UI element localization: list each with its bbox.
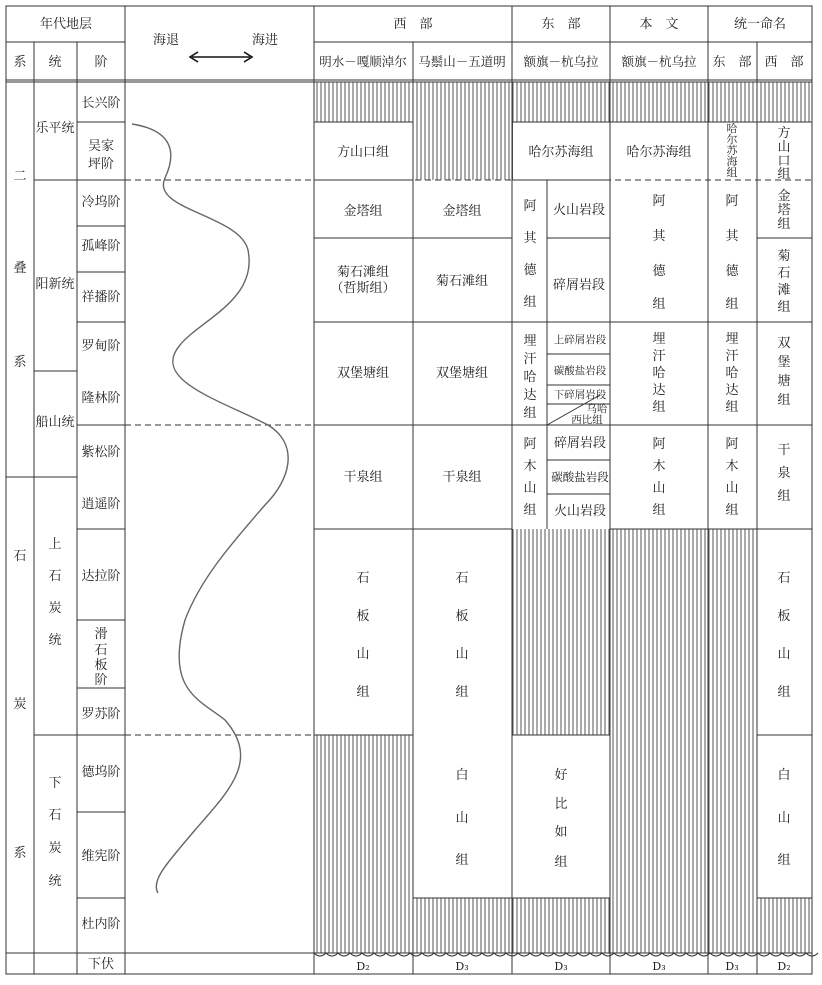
stage-dewu: 德坞阶 bbox=[81, 765, 121, 780]
unit-aqide-3: 德 bbox=[523, 263, 537, 278]
unit-haersuhai-u-5: 组 bbox=[726, 166, 738, 179]
unit-shibanshan-b-4: 组 bbox=[455, 685, 469, 700]
unit-shibanshan-4: 组 bbox=[356, 685, 370, 700]
system-permian-3: 系 bbox=[13, 355, 27, 370]
stage-huashiban-3: 板 bbox=[94, 658, 108, 673]
unit-haersuhai-u-1: 哈 bbox=[726, 122, 738, 135]
col-unified-west bbox=[777, 126, 790, 868]
stage-luodian: 罗甸阶 bbox=[81, 339, 121, 354]
stage-dala: 达拉阶 bbox=[81, 569, 121, 584]
header-col-eqi-paper: 额旗－杭乌拉 bbox=[621, 54, 697, 69]
unit-shibanshan-u-2: 板 bbox=[777, 609, 791, 624]
unit-shibanshan-b-3: 山 bbox=[455, 647, 469, 662]
unit-ganquan-b: 干泉组 bbox=[442, 470, 482, 485]
unit-shuangbaotang-b: 双堡塘组 bbox=[435, 366, 489, 381]
col-mingshui bbox=[330, 145, 395, 700]
stage-huashiban-1: 滑 bbox=[94, 627, 108, 642]
unit-jinta-u-1: 金 bbox=[777, 189, 791, 204]
stage-wuchiaping-1: 吴家 bbox=[87, 139, 115, 154]
unit-maihanhada-p-4: 达 bbox=[652, 383, 666, 398]
series-upper-carb-4: 统 bbox=[48, 633, 62, 648]
unit-fangshankou-u-1: 方 bbox=[777, 126, 791, 141]
unit-amushan-1: 阿 bbox=[523, 437, 537, 452]
series-lower-carb-2: 石 bbox=[48, 808, 62, 823]
stage-underlying: 下伏 bbox=[87, 957, 115, 972]
unit-shibanshan-u-3: 山 bbox=[777, 647, 791, 662]
system-permian-1: 二 bbox=[13, 169, 27, 184]
series-chuanshanian: 船山统 bbox=[35, 415, 75, 430]
stage-huashiban-2: 石 bbox=[94, 643, 108, 658]
col-east bbox=[523, 144, 609, 870]
unit-aqide-4: 组 bbox=[523, 295, 537, 310]
unit-maihanhada-p-2: 汗 bbox=[652, 349, 666, 364]
series-lower-carb-1: 下 bbox=[48, 776, 62, 791]
stage-longlin: 隆林阶 bbox=[81, 391, 121, 406]
unit-baishan-1: 白 bbox=[455, 768, 469, 783]
unit-jinta: 金塔组 bbox=[343, 204, 383, 219]
unit-baishan-u-1: 白 bbox=[777, 768, 791, 783]
stage-xiaoyao: 逍遥阶 bbox=[81, 497, 121, 512]
unit-maihanhada-4: 达 bbox=[523, 388, 537, 403]
header-era-strata: 年代地层 bbox=[39, 17, 93, 32]
header-col-mingshui: 明水－嘎顺淖尔 bbox=[319, 54, 407, 69]
unit-haersuhai-u-4: 海 bbox=[726, 155, 738, 168]
unit-shuangbaotang-u-3: 塘 bbox=[777, 374, 791, 389]
series-column bbox=[35, 120, 74, 889]
unit-aqide-u-2: 其 bbox=[725, 229, 739, 244]
unit-fangshankou-u-2: 山 bbox=[777, 140, 791, 155]
stage-wuchiaping-2: 坪阶 bbox=[87, 157, 115, 172]
arrow-icon bbox=[190, 52, 252, 62]
unit-haersuhai-p: 哈尔苏海组 bbox=[626, 145, 692, 160]
unit-juhuashitan-b: 菊石滩组 bbox=[435, 274, 489, 289]
unit-haersuhai: 哈尔苏海组 bbox=[528, 145, 594, 160]
unit-ganquan-u-3: 组 bbox=[777, 489, 791, 504]
unit-shibanshan-2: 板 bbox=[356, 609, 370, 624]
unit-maihanhada-p-3: 哈 bbox=[652, 366, 666, 381]
unit-baishan-u-2: 山 bbox=[777, 811, 791, 826]
series-upper-carb-1: 上 bbox=[48, 537, 62, 552]
unit-aqide-2: 其 bbox=[523, 231, 537, 246]
system-carb-1: 石 bbox=[13, 549, 27, 564]
series-upper-carb-2: 石 bbox=[48, 569, 62, 584]
unit-amushan-3: 山 bbox=[523, 481, 537, 496]
unit-amushan-2: 木 bbox=[523, 459, 537, 474]
member-carbonate-2: 碳酸盐岩段 bbox=[551, 470, 609, 484]
unit-maihanhada-u-2: 汗 bbox=[725, 349, 739, 364]
unit-zhesi: （哲斯组） bbox=[330, 281, 396, 296]
unit-amushan-p-3: 山 bbox=[652, 481, 666, 496]
unit-juhuashitan-u-4: 组 bbox=[777, 300, 791, 315]
unit-haobiru-1: 好 bbox=[554, 768, 568, 783]
unit-shibanshan-1: 石 bbox=[356, 571, 370, 586]
unit-wuhaxibi-1: 乌哈 bbox=[586, 403, 608, 415]
unit-haobiru-2: 比 bbox=[554, 797, 568, 812]
system-permian-2: 叠 bbox=[13, 261, 27, 276]
unit-baishan-u-3: 组 bbox=[777, 853, 791, 868]
header-col-eqi-east: 额旗－杭乌拉 bbox=[523, 54, 599, 69]
unit-shibanshan-b-1: 石 bbox=[455, 571, 469, 586]
series-lower-carb-4: 统 bbox=[48, 874, 62, 889]
unit-aqide-p-4: 组 bbox=[652, 297, 666, 312]
stage-huashiban-4: 阶 bbox=[94, 673, 108, 688]
unit-aqide-p-1: 阿 bbox=[652, 194, 666, 209]
system-carb-3: 系 bbox=[13, 846, 27, 861]
unit-aqide-u-4: 组 bbox=[725, 297, 739, 312]
system-column bbox=[13, 169, 26, 861]
underlying-unified-east: D₃ bbox=[725, 960, 739, 973]
header-system: 系 bbox=[13, 55, 27, 70]
col-unified-east bbox=[725, 121, 739, 518]
unit-jinta-b: 金塔组 bbox=[442, 204, 482, 219]
header-sea-transgression: 海进 bbox=[251, 33, 279, 48]
unit-amushan-p-4: 组 bbox=[652, 503, 666, 518]
unit-baishan-3: 组 bbox=[455, 853, 469, 868]
header-west: 西 部 bbox=[393, 17, 433, 32]
member-upper-clastic: 上碎屑岩段 bbox=[553, 334, 607, 346]
unit-ganquan: 干泉组 bbox=[343, 470, 383, 485]
unit-haersuhai-u-3: 苏 bbox=[726, 144, 738, 157]
member-lower-clastic: 下碎屑岩段 bbox=[553, 389, 607, 401]
stage-column bbox=[81, 96, 120, 972]
header-unified-east: 东 部 bbox=[712, 55, 752, 70]
header-series: 统 bbox=[48, 55, 62, 70]
underlying-east: D₃ bbox=[554, 960, 568, 973]
header-unified: 统一命名 bbox=[733, 17, 787, 32]
unit-maihanhada-p-1: 埋 bbox=[652, 332, 666, 347]
unit-shibanshan-u-1: 石 bbox=[777, 571, 791, 586]
unit-amushan-u-1: 阿 bbox=[725, 437, 739, 452]
series-lopingian: 乐平统 bbox=[35, 121, 75, 136]
series-lower-carb-3: 炭 bbox=[48, 841, 62, 856]
unit-maihanhada-5: 组 bbox=[523, 406, 537, 421]
sea-level-curve bbox=[132, 124, 288, 893]
unit-shuangbaotang-u-4: 组 bbox=[777, 393, 791, 408]
col-this-paper bbox=[626, 144, 691, 518]
unit-fangshankou-u-4: 组 bbox=[777, 167, 791, 182]
unit-juhuashitan: 菊石滩组 bbox=[336, 265, 390, 280]
unit-maihanhada-u-4: 达 bbox=[725, 383, 739, 398]
unit-maihanhada-1: 埋 bbox=[523, 334, 537, 349]
unit-fangshankou-u-3: 口 bbox=[777, 154, 791, 169]
unit-aqide-u-1: 阿 bbox=[725, 194, 739, 209]
unit-maihanhada-u-1: 埋 bbox=[725, 332, 739, 347]
system-carb-2: 炭 bbox=[13, 697, 27, 712]
header-unified-west: 西 部 bbox=[764, 55, 804, 70]
unit-shuangbaotang-u-1: 双 bbox=[777, 336, 791, 351]
underlying-row bbox=[356, 960, 790, 973]
table-header bbox=[13, 16, 803, 70]
member-clastic: 碎屑岩段 bbox=[552, 278, 606, 293]
header-col-mazongshan: 马鬃山－五道明 bbox=[418, 54, 506, 69]
unit-juhuashitan-u-2: 石 bbox=[777, 266, 791, 281]
unit-aqide-u-3: 德 bbox=[725, 264, 739, 279]
unit-wuhaxibi-2: 西比组 bbox=[571, 414, 603, 426]
underlying-unified-west: D₂ bbox=[777, 960, 791, 973]
member-volcanic: 火山岩段 bbox=[552, 203, 606, 218]
unit-amushan-4: 组 bbox=[523, 503, 537, 518]
unit-amushan-u-2: 木 bbox=[725, 459, 739, 474]
unit-aqide-1: 阿 bbox=[523, 199, 537, 214]
header-east: 东 部 bbox=[541, 17, 581, 32]
unit-haersuhai-u-2: 尔 bbox=[726, 133, 738, 146]
stage-changhsing: 长兴阶 bbox=[81, 96, 121, 111]
member-carbonate: 碳酸盐岩段 bbox=[553, 365, 607, 377]
header-this-paper: 本 文 bbox=[639, 17, 679, 32]
col-mazongshan bbox=[436, 203, 488, 868]
series-upper-carb-3: 炭 bbox=[48, 601, 62, 616]
unit-maihanhada-p-5: 组 bbox=[652, 400, 666, 415]
series-yangsinian: 阳新统 bbox=[35, 277, 75, 292]
unit-shibanshan-u-4: 组 bbox=[777, 685, 791, 700]
unit-maihanhada-u-3: 哈 bbox=[725, 366, 739, 381]
unit-haobiru-3: 如 bbox=[554, 825, 568, 840]
unit-shibanshan-3: 山 bbox=[356, 647, 370, 662]
unit-juhuashitan-u-3: 滩 bbox=[777, 283, 791, 298]
unit-maihanhada-2: 汗 bbox=[523, 352, 537, 367]
unit-maihanhada-3: 哈 bbox=[523, 370, 537, 385]
unit-haobiru-4: 组 bbox=[554, 855, 568, 870]
unit-shuangbaotang: 双堡塘组 bbox=[336, 366, 390, 381]
unit-fangshankou: 方山口组 bbox=[336, 145, 390, 160]
unit-amushan-p-1: 阿 bbox=[652, 437, 666, 452]
unit-jinta-u-2: 塔 bbox=[777, 203, 791, 218]
unit-jinta-u-3: 组 bbox=[777, 217, 791, 232]
unit-ganquan-u-1: 干 bbox=[777, 443, 791, 458]
underlying-mazongshan: D₃ bbox=[455, 960, 469, 973]
stage-weixian: 维宪阶 bbox=[81, 849, 121, 864]
unit-amushan-u-4: 组 bbox=[725, 503, 739, 518]
header-sea-regression: 海退 bbox=[152, 33, 180, 48]
member-clastic-2: 碎屑岩段 bbox=[553, 436, 607, 451]
underlying-mingshui: D₂ bbox=[356, 960, 370, 973]
unit-aqide-p-3: 德 bbox=[652, 264, 666, 279]
stage-kufeng: 孤峰阶 bbox=[81, 239, 121, 254]
unit-shuangbaotang-u-2: 堡 bbox=[777, 355, 791, 370]
unit-amushan-p-2: 木 bbox=[652, 459, 666, 474]
stage-duna: 杜内阶 bbox=[81, 917, 121, 932]
unit-shibanshan-b-2: 板 bbox=[455, 609, 469, 624]
unit-baishan-2: 山 bbox=[455, 811, 469, 826]
unit-aqide-p-2: 其 bbox=[652, 229, 666, 244]
unit-ganquan-u-2: 泉 bbox=[777, 466, 791, 481]
underlying-this-paper: D₃ bbox=[652, 960, 666, 973]
stage-luosu: 罗苏阶 bbox=[81, 707, 121, 722]
member-volcanic-2: 火山岩段 bbox=[553, 504, 607, 519]
header-stage: 阶 bbox=[94, 55, 108, 70]
unit-juhuashitan-u-1: 菊 bbox=[777, 249, 791, 264]
unit-maihanhada-u-5: 组 bbox=[725, 400, 739, 415]
stage-lengwu: 冷坞阶 bbox=[81, 195, 121, 210]
stage-zisong: 紫松阶 bbox=[81, 445, 121, 460]
stage-xiangbo: 祥播阶 bbox=[81, 290, 121, 305]
unit-amushan-u-3: 山 bbox=[725, 481, 739, 496]
